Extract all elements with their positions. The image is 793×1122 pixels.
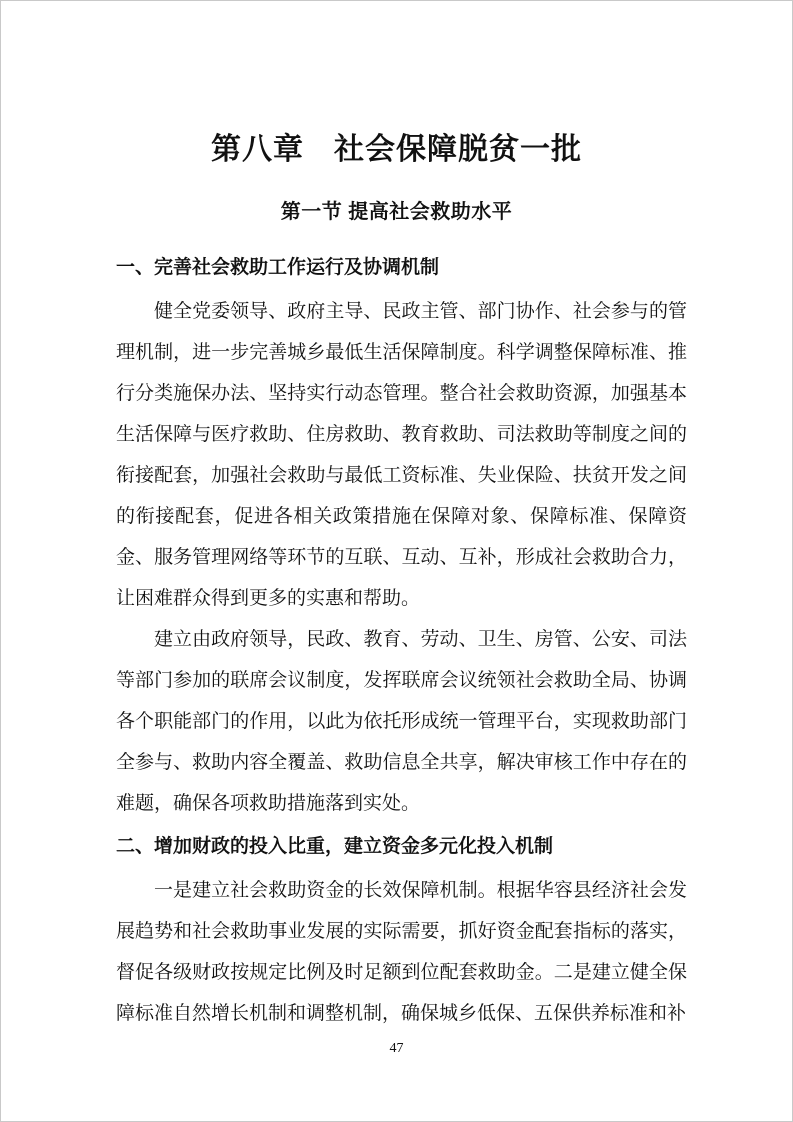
chapter-name: 社会保障脱贫一批 [334, 133, 582, 166]
section-1-heading: 一、完善社会救助工作运行及协调机制 [116, 257, 440, 278]
section-title: 第一节 提高社会救助水平 [280, 201, 513, 223]
page-number: 47 [389, 1041, 404, 1056]
chapter-title [1, 131, 792, 169]
paragraph: 建立由政府领导，民政、教育、劳动、卫生、房管、公安、司法等部门参加的联席会议制度，发挥联席会议统领社会救助全局、协调各个职能部门的作用，以此为依托形成统一管理平台，实现救助部门全参与、救助内容全覆盖、救助信息全共享，解决审核工作中存在的难题，确保各项救助措施落到实处。 [116, 629, 687, 814]
chapter-number: 第八章 [211, 133, 304, 166]
paragraph: 一是建立社会救助资金的长效保障机制。根据华容县经济社会发展趋势和社会救助事业发展的实际需要，抓好资金配套指标的落实，督促各级财政按规定比例及时足额到位配套救助金。二是建立健全保障标准自然增长机制和调整机制，确保城乡低保、五保供养标准和补 [116, 880, 687, 1024]
paragraph: 健全党委领导、政府主导、民政主管、部门协作、社会参与的管理机制，进一步完善城乡最低生活保障制度。科学调整保障标准、推行分类施保办法、坚持实行动态管理。整合社会救助资源，加强基本生活保障与医疗救助、住房救助、教育救助、司法救助等制度之间的衔接配套，加强社会救助与最低工资标准、失业保险、扶贫开发之间的衔接配套，促进各相关政策措施在保障对象、保障标准、保障资金、服务管理网络等环节的互联、互动、互补，形成社会救助合力，让困难群众得到更多的实惠和帮助。 [116, 301, 687, 609]
section-2-heading: 二、增加财政的投入比重，建立资金多元化投入机制 [116, 836, 554, 857]
page-content [116, 255, 687, 1034]
